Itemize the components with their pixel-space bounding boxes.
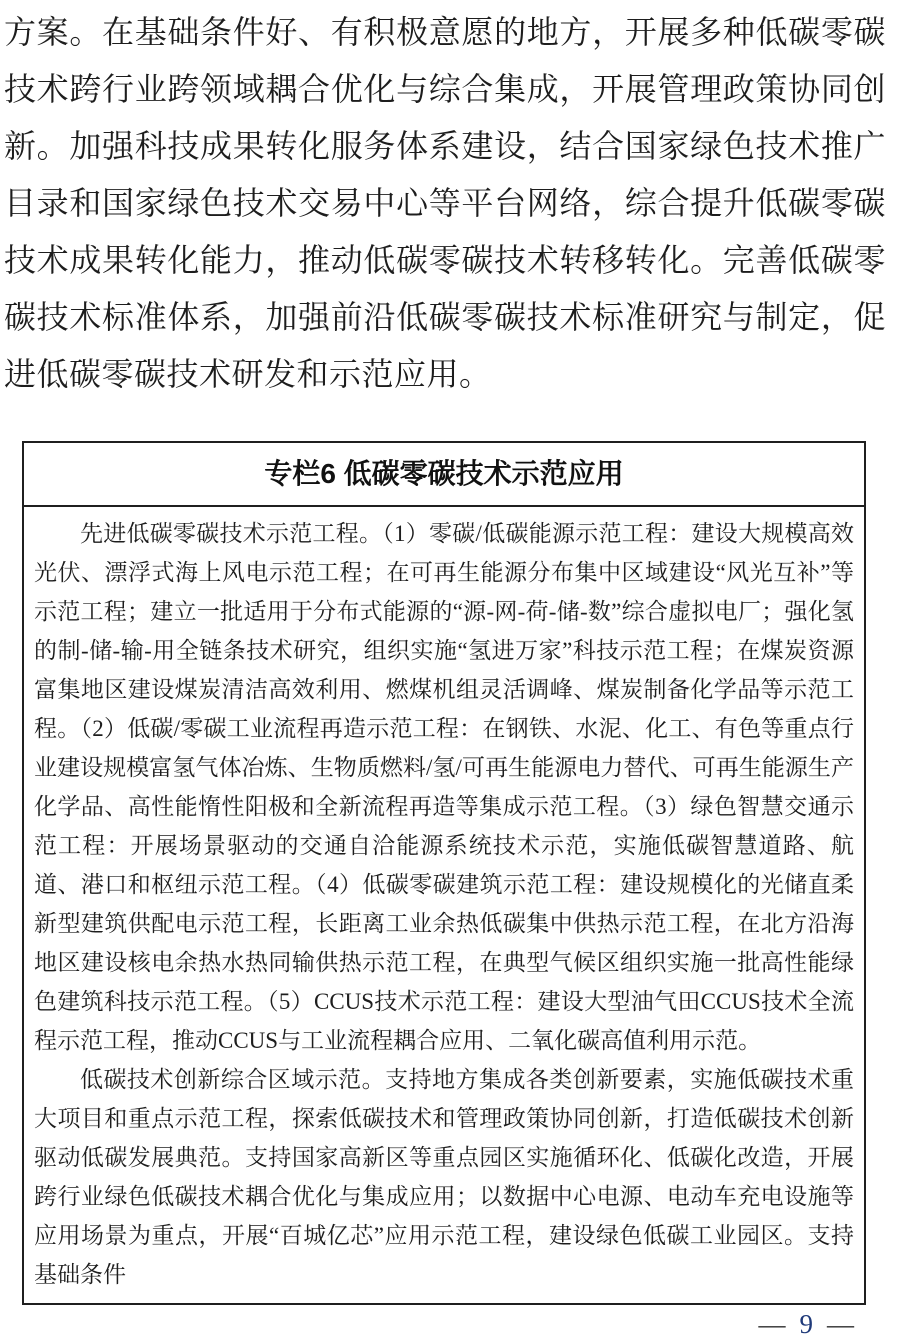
- column6-paragraph-regional-demonstration: 低碳技术创新综合区域示范。支持地方集成各类创新要素，实施低碳技术重大项目和重点示范工程，探索低碳技术和管理政策协同创新，打造低碳技术创新驱动低碳发展典范。支持国家高新区等重点园区实施循环化、低碳化改造，开展跨行业绿色低碳技术耦合优化与集成应用；以数据中心电源、电动车充电设施等应用场景为重点，开展“百城亿芯”应用示范工程，建设绿色低碳工业园区。支持基础条件: [34, 1067, 854, 1287]
- column6-paragraph-demonstration-projects: 先进低碳零碳技术示范工程。（1）零碳/低碳能源示范工程：建设大规模高效光伏、漂浮式海上风电示范工程；在可再生能源分布集中区域建设“风光互补”等示范工程；建立一批适用于分布式能源的“源-网-荷-储-数”综合虚拟电厂；强化氢的制-储-输-用全链条技术研究，组织实施“氢进万家”科技示范工程；在煤炭资源富集地区建设煤炭清洁高效利用、燃煤机组灵活调峰、煤炭制备化学品等示范工程。（2）低碳/零碳工业流程再造示范工程：在钢铁、水泥、化工、有色等重点行业建设规模富氢气体冶炼、生物质燃料/氢/可再生能源电力替代、可再生能源生产化学品、高性能惰性阳极和全新流程再造等集成示范工程。（3）绿色智慧交通示范工程：开展场景驱动的交通自洽能源系统技术示范，实施低碳智慧道路、航道、港口和枢纽示范工程。（4）低碳零碳建筑示范工程：建设规模化的光储直柔新型建筑供配电示范工程，长距离工业余热低碳集中供热示范工程，在北方沿海地区建设核电余热水热同输供热示范工程，在典型气候区组织实施一批高性能绿色建筑科技示范工程。（5）CCUS技术示范工程：建设大型油气田CCUS技术全流程示范工程，推动CCUS与工业流程耦合应用、二氧化碳高值利用示范。: [34, 521, 854, 1053]
- page-number-value: 9: [799, 1309, 813, 1339]
- column6-panel-title: 专栏6 低碳零碳技术示范应用: [24, 443, 864, 507]
- page-number: [759, 1309, 855, 1340]
- page-number-dash-left: —: [758, 1309, 786, 1339]
- page-number-dash-right: —: [827, 1309, 854, 1339]
- column6-panel: [22, 441, 866, 1305]
- body-paragraph: 方案。在基础条件好、有积极意愿的地方，开展多种低碳零碳技术跨行业跨领域耦合优化与综合集成，开展管理政策协同创新。加强科技成果转化服务体系建设，结合国家绿色技术推广目录和国家绿色技术交易中心等平台网络，综合提升低碳零碳技术成果转化能力，推动低碳零碳技术转移转化。完善低碳零碳技术标准体系，加强前沿低碳零碳技术标准研究与制定，促进低碳零碳技术研发和示范应用。: [4, 14, 886, 392]
- column6-panel-body: [24, 507, 864, 1303]
